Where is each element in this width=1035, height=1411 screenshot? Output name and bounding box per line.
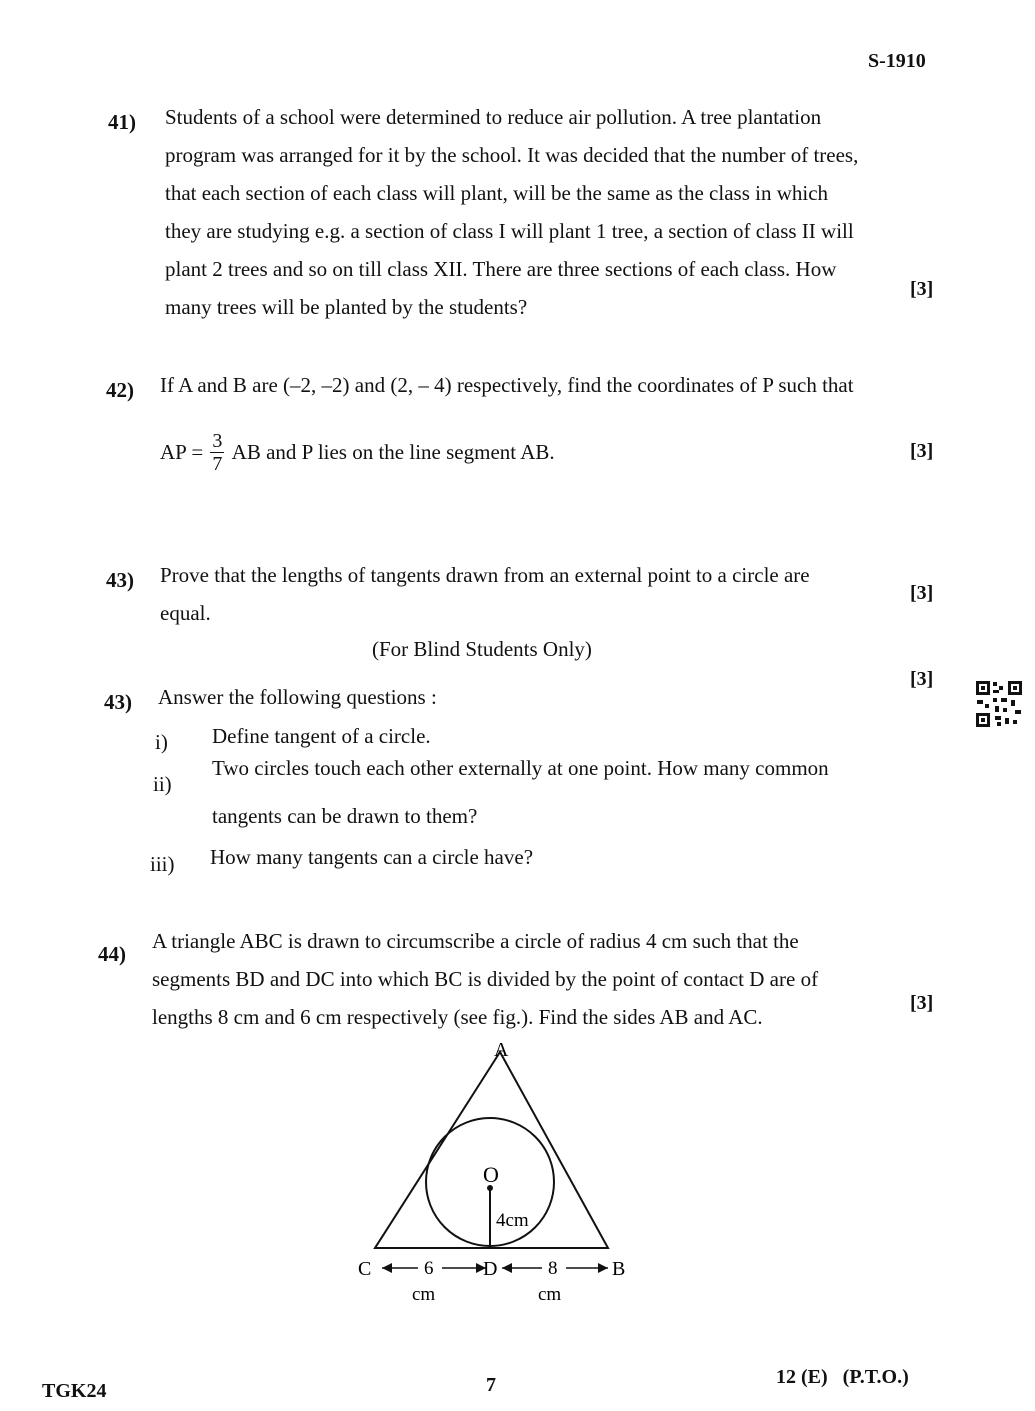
- sub-item-label-i: i): [155, 730, 168, 754]
- page-number: 7: [486, 1374, 496, 1396]
- triangle-incircle-figure: [340, 1030, 660, 1320]
- fraction-denominator: 7: [212, 453, 223, 475]
- question-43-blind-intro: Answer the following questions :: [158, 685, 437, 709]
- vertex-c-label: C: [358, 1258, 372, 1280]
- radius-label: 4cm: [496, 1210, 529, 1231]
- question-41-text: [165, 98, 945, 326]
- cd-unit-label: cm: [412, 1284, 436, 1305]
- question-43-marks: [3]: [910, 582, 934, 604]
- question-44-line-2: segments BD and DC into which BC is divided by the point of contact D are of: [152, 967, 819, 991]
- db-unit-label: cm: [538, 1284, 562, 1305]
- ap-label: AP =: [160, 440, 204, 464]
- question-42-line-2: AB and P lies on the line segment AB.: [231, 440, 555, 464]
- vertex-a-label: A: [494, 1039, 509, 1061]
- sub-item-text-iii: How many tangents can a circle have?: [210, 845, 534, 869]
- question-43-text: [160, 556, 950, 632]
- question-44-marks: [3]: [910, 992, 934, 1014]
- sub-item-label-iii: iii): [150, 852, 175, 876]
- fraction-3-7: [210, 430, 224, 475]
- question-41-line-5: plant 2 trees and so on till class XII. There are three sections of each class. How: [165, 257, 837, 281]
- question-number-41: 41): [108, 110, 136, 134]
- question-43-blind-marks: [3]: [910, 668, 934, 690]
- question-41-line-3: that each section of each class will plant, will be the same as the class in which: [165, 181, 829, 205]
- question-41-marks: [3]: [910, 278, 934, 300]
- question-number-43-blind: 43): [104, 690, 132, 714]
- question-42-formula: [160, 430, 555, 475]
- blind-students-note: (For Blind Students Only): [372, 637, 592, 661]
- footer-paper-code: TGK24: [42, 1380, 107, 1402]
- question-42-marks: [3]: [910, 440, 934, 462]
- qr-code: [975, 680, 1023, 728]
- sub-item-text-ii: Two circles touch each other externally at one point. How many common: [212, 756, 829, 780]
- point-d-label: D: [483, 1258, 498, 1280]
- paper-code: S-1910: [868, 50, 926, 72]
- question-number-43: 43): [106, 568, 134, 592]
- fraction-numerator: 3: [212, 430, 223, 452]
- question-44-text: [152, 922, 952, 1036]
- arrowhead-b: [598, 1263, 608, 1273]
- vertex-b-label: B: [612, 1258, 626, 1280]
- center-o-label: O: [483, 1162, 499, 1187]
- question-41-line-4: they are studying e.g. a section of class I will plant 1 tree, a section of class II will: [165, 219, 854, 243]
- arrowhead-d-right: [502, 1263, 512, 1273]
- question-41-line-6: many trees will be planted by the students?: [165, 295, 528, 319]
- question-44-line-1: A triangle ABC is drawn to circumscribe a circle of radius 4 cm such that the: [152, 929, 799, 953]
- question-43-line-1: Prove that the lengths of tangents drawn from an external point to a circle are: [160, 563, 810, 587]
- question-41-line-2: program was arranged for it by the school. It was decided that the number of trees,: [165, 143, 859, 167]
- question-43-line-2: equal.: [160, 601, 211, 625]
- question-44-line-3: lengths 8 cm and 6 cm respectively (see fig.). Find the sides AB and AC.: [152, 1005, 763, 1029]
- question-41-line-1: Students of a school were determined to reduce air pollution. A tree plantation: [165, 105, 822, 129]
- sub-item-text-i: Define tangent of a circle.: [212, 724, 431, 748]
- db-length-label: 8: [548, 1258, 558, 1279]
- question-number-44: 44): [98, 942, 126, 966]
- triangle-abc: [375, 1052, 608, 1248]
- cd-length-label: 6: [424, 1258, 434, 1279]
- sub-item-text-ii-cont: tangents can be drawn to them?: [212, 804, 478, 828]
- arrowhead-c: [382, 1263, 392, 1273]
- footer-right: 12 (E) (P.T.O.): [776, 1366, 909, 1388]
- sub-item-label-ii: ii): [153, 772, 172, 796]
- question-42-line-1: If A and B are (–2, –2) and (2, – 4) respectively, find the coordinates of P such that: [160, 373, 854, 397]
- question-number-42: 42): [106, 378, 134, 402]
